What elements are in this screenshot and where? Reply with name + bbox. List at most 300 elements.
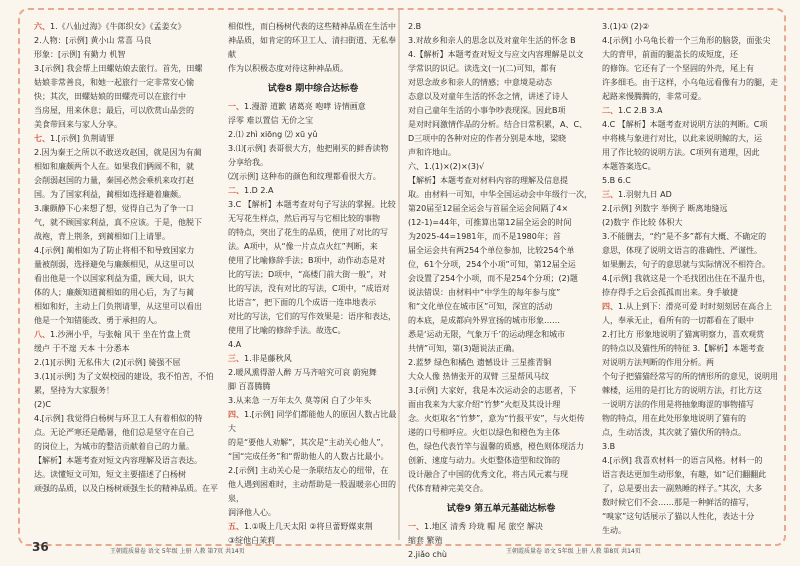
answer-line xyxy=(34,244,222,258)
answer-text: 达。读懂短文可知，短文主要描述了白杨树 xyxy=(34,470,186,479)
answer-text: 3.廉颇静下心来想了想，觉得自己为了争一口 xyxy=(34,204,194,213)
answer-line xyxy=(34,160,222,174)
answer-text: 捺存得手之后会孤孤而出来。身手敏捷 xyxy=(602,288,738,297)
answer-line xyxy=(228,20,398,34)
answer-text: 是对时间激情作品的分析。结合日常积累，A、C、 xyxy=(408,120,588,129)
answer-text: 4.[示例] 蔺相如为了防止将相不和导致国家力 xyxy=(34,246,195,255)
answer-text: 3.(1)[示例] 为了文娱校园的建设，我不怕苦，不怕 xyxy=(34,372,214,381)
answer-line xyxy=(602,104,778,118)
answer-line xyxy=(34,482,222,496)
answer-text: 1.①吸上几天太阳 ②将旦蕾野媒束荆 xyxy=(244,522,373,531)
answer-text: 量被削弱，选择避免与廉颇相见，从这里可以 xyxy=(34,260,194,269)
answer-text: 人，奉承无止，看所有的一切都看在了眼中 xyxy=(602,316,754,325)
answer-line xyxy=(228,62,398,76)
answer-text: 当房屋，用来休息；最后，可以欣赏山品尝的 xyxy=(34,106,194,115)
answer-text: 2.暖风熏得游人醉 万马齐喑究可哀 蔚宛舞 xyxy=(228,368,377,377)
answer-text: 设计融合了中国的优秀文化，将古风元素与现 xyxy=(408,470,568,479)
answer-line xyxy=(34,370,222,384)
section-number: 一、 xyxy=(228,102,244,111)
answer-text: 4.[示例] 我就这是一个毛找团出住在不温升也， xyxy=(602,274,771,283)
answer-text: 4.A xyxy=(228,340,242,349)
page-number: 36 xyxy=(32,540,49,554)
answer-text: 2.jiǎo chù xyxy=(408,550,447,559)
answer-line xyxy=(408,76,594,90)
answer-line xyxy=(408,398,594,412)
answer-text: 代体育精神完美交合。 xyxy=(408,484,488,493)
answer-text: ⑵[示例] 这种布的颜色和纹理都看很大方。 xyxy=(228,172,381,181)
answer-text: “国“完成任务”和“帮助他人的人数占比最小。 xyxy=(228,452,389,461)
answer-line xyxy=(602,230,778,244)
answer-line xyxy=(34,258,222,272)
answer-text: 本题答案选C。 xyxy=(602,162,656,171)
answer-line xyxy=(228,520,398,534)
page-fold xyxy=(398,10,400,540)
answer-line xyxy=(228,142,398,156)
answer-text: 递的口号相呼应。火炬以绿色和橙色为主体 xyxy=(408,428,560,437)
answer-line xyxy=(602,384,778,398)
answer-line xyxy=(408,230,594,244)
answer-line xyxy=(408,272,594,286)
answer-text: 对自己童年生活的小事争吵表现深。因此B项 xyxy=(408,106,566,115)
answer-text: 1.[示例] 负荆请罪 xyxy=(50,134,115,143)
answer-line xyxy=(408,412,594,426)
answer-line xyxy=(408,370,594,384)
section-number: 三、 xyxy=(602,190,618,199)
answer-text: 色，绿色代表竹竿与温馨的质感，橙色则体现活力 xyxy=(408,442,584,451)
answer-text: 体的人；廉颇知道蔺相如的用心后，为了与蔺 xyxy=(34,288,194,297)
answer-text: 4.[示例] 小乌龟长着一个三角形的脑袋，面张尖 xyxy=(602,36,771,45)
answer-text: 会削弱赵国的力量，秦国必然会乘机来攻打赵 xyxy=(34,176,194,185)
answer-line xyxy=(228,184,398,198)
answer-text: 姑娘非常善良，和她一起旅行一定非常安心愉 xyxy=(34,78,194,87)
answer-text: 共情”可知，第(3)题说法正确。 xyxy=(408,344,520,353)
answer-text: 比的写法，没有对比的写法，C项中，“成语对 xyxy=(228,284,390,293)
far-right-column xyxy=(602,20,778,538)
answer-text: ③绽他白茉莉 xyxy=(228,536,276,545)
answer-text: 的岗位上，为城市的整洁贡献着自己的力量。 xyxy=(34,442,194,451)
answer-line xyxy=(228,170,398,184)
answer-line xyxy=(602,524,778,538)
answer-line xyxy=(228,324,398,338)
answer-text: 的修饰。它还有了一个坚固的外壳，尾上有 xyxy=(602,64,754,73)
answer-line xyxy=(408,216,594,230)
answer-text: 的是“要他人劝解”，其次是“主动关心他人”， xyxy=(228,438,389,447)
answer-text: 2.因为秦王之所以不敢送攻赵国，就是因为有蔺 xyxy=(34,148,202,157)
answer-text: D三项中的各种对应的作者分别是本地，梁晓 xyxy=(408,134,567,143)
answer-text: 分享给我。 xyxy=(228,158,268,167)
answer-text: 1.[示例] 同学们都能他人的原因人数占比最大 xyxy=(228,410,397,433)
answer-line xyxy=(34,286,222,300)
answer-text: 届全运会共有两254个单位参加，比较254个单 xyxy=(408,246,575,255)
answer-text: 浮零 难以置信 无价之宝 xyxy=(228,116,314,125)
answer-text: 1.D 2.A xyxy=(244,186,274,195)
answer-line xyxy=(408,146,594,160)
answer-text: 悉是‘运动无限，气象万千’的运动理念和城市 xyxy=(408,330,566,339)
answer-line xyxy=(602,342,778,356)
answer-line xyxy=(228,408,398,436)
answer-text: 4.【解析】本题考查对短文与应文内容理解是以文 xyxy=(408,50,584,59)
answer-line xyxy=(34,426,222,440)
answer-text: 声和许地山。 xyxy=(408,148,456,157)
answer-line xyxy=(408,62,594,76)
answer-line xyxy=(408,384,594,398)
answer-line xyxy=(602,34,778,48)
answer-text: 3.对故乡和亲人的思念以及对童年生活的怀念 B xyxy=(408,36,576,45)
answer-text: 脚 百喜腾腾 xyxy=(228,382,271,391)
answer-text: 生动。 xyxy=(602,526,626,535)
answer-text: 2.[示例] 主动关心是一条联结友心的纽带，在 xyxy=(228,466,389,475)
answer-text: 3.不能删去，“约”是不多”都有大概、不确定的 xyxy=(602,232,767,241)
section-number: 五、 xyxy=(228,522,244,531)
answer-text: 位，61个分项，254个小项”可知，第12届全运 xyxy=(408,260,576,269)
answer-text: 4.C 【解析】本题考查对说明方法的判断。C项 xyxy=(602,120,768,129)
answer-text: 会设置了254个小项，而不是254个分项；(2)题 xyxy=(408,274,578,283)
answer-text: 1.从上到下：滑亮可爱 时时刻刻居在高合上 xyxy=(618,302,773,311)
answer-line xyxy=(408,520,594,534)
answer-line xyxy=(228,394,398,408)
answer-line xyxy=(34,454,222,468)
answer-line xyxy=(34,230,222,244)
answer-line xyxy=(408,342,594,356)
exam-8-title: 试卷8 期中综合达标卷 xyxy=(267,84,359,94)
answer-text: 对比的写法，它们的写作效果是：语序和表达， xyxy=(228,312,396,321)
answer-line xyxy=(228,296,398,310)
answer-line xyxy=(228,506,398,520)
answer-line xyxy=(602,174,778,188)
answer-text: 1.非是藤秋风 xyxy=(244,354,292,363)
answer-line xyxy=(228,34,398,62)
answer-line xyxy=(408,20,594,34)
answer-line xyxy=(408,328,594,342)
answer-line xyxy=(408,454,594,468)
answer-line xyxy=(408,34,594,48)
answer-text: 大众人像 热情张开的双臂 三星帮风马纹 xyxy=(408,372,550,381)
answer-text: 2.[示例] 列数字 举例子 断离地缝远 xyxy=(602,204,728,213)
answer-text: 起路来慢腾腾的，非常可爱。 xyxy=(602,92,706,101)
section-number: 七、 xyxy=(34,134,50,143)
section-number: 二、 xyxy=(602,106,618,115)
answer-text: 他是一个知错能改、勇于承担的人。 xyxy=(34,316,162,325)
answer-text: 念。火炬取名“竹梦”，意为“竹报平安”，与火炬传 xyxy=(408,414,585,423)
answer-line xyxy=(34,216,222,230)
answer-text: 3.(1)① (2)② xyxy=(602,22,650,31)
answer-text: 战袍，背上荆条，到蔺相如门上请罪。 xyxy=(34,232,170,241)
answer-text: 1.地区 清秀 玲珑 帽 尾 旅空 解决 xyxy=(424,522,543,531)
answer-text: 大的背甲，前面的腿盖长的成短度，还 xyxy=(602,50,738,59)
answer-line xyxy=(602,412,778,426)
answer-line xyxy=(602,272,778,286)
answer-text: 快；其次，田螺姑娘的田螺壳可以在旅行中 xyxy=(34,92,186,101)
answer-line xyxy=(228,198,398,212)
answer-line xyxy=(228,114,398,128)
answer-line xyxy=(602,482,778,496)
answer-text: 缓卢 于不遑 天本 十分悉本 xyxy=(34,344,130,353)
answer-text: 相如和廉颇两个人在。如果我们俩闹不和，就 xyxy=(34,162,194,171)
answer-line xyxy=(34,188,222,202)
middle-column-continuation xyxy=(228,20,398,76)
answer-line xyxy=(408,356,594,370)
answer-line xyxy=(602,510,778,524)
answer-line xyxy=(602,328,778,342)
answer-line xyxy=(34,48,222,62)
answer-text: 看出他是一个以国家利益为重，顾大局，识大 xyxy=(34,274,194,283)
answer-text: 意思，体现了说明文语言的准确性、严谨性。 xyxy=(602,246,762,255)
answer-text: 润泽他人心。 xyxy=(228,508,276,517)
answer-line xyxy=(34,174,222,188)
answer-text: 比语言”，把下面的几个成语一连串地表示 xyxy=(228,298,377,307)
answer-line xyxy=(408,188,594,202)
left-column xyxy=(34,20,222,496)
answer-text: 为2025-44=1981年，而不是1980年；首 xyxy=(408,232,561,241)
answer-text: 六、1.(1)×(2)×(3)√ xyxy=(408,162,485,171)
answer-line xyxy=(228,464,398,478)
answer-text: 1.C 2.B 3.A xyxy=(618,106,663,115)
answer-line xyxy=(408,118,594,132)
answer-line xyxy=(34,342,222,356)
answer-line xyxy=(228,352,398,366)
answer-line xyxy=(602,132,778,146)
answer-text: “嗅家”这句话展示了猫以人性化，表达十分 xyxy=(602,512,755,521)
answer-text: 物的特点，用在此处形象地说明了猫有的 xyxy=(602,414,746,423)
answer-text: 2.蓝梦 绿色和橘色 遗憾设计 三星推青铜 xyxy=(408,358,552,367)
answer-text: (2)数字 作比较 体积大 xyxy=(602,218,683,227)
answer-line xyxy=(34,314,222,328)
answer-line xyxy=(408,300,594,314)
answer-text: 相似性，而白杨树代表的这些精神品质在生活中 xyxy=(228,22,396,31)
answer-text: 点。无论严寒还是酷暑，他们总是坚守在自己 xyxy=(34,428,194,437)
answer-line xyxy=(34,468,222,482)
answer-line xyxy=(602,286,778,300)
answer-text: 棘楼，运用的是打比方的说明方法，打比方这 xyxy=(602,386,762,395)
answer-line xyxy=(228,282,398,296)
answer-line xyxy=(602,398,778,412)
answer-line xyxy=(34,412,222,426)
section-number: 六、 xyxy=(34,22,50,31)
answer-line xyxy=(228,380,398,394)
answer-line xyxy=(228,156,398,170)
answer-text: 了，总是要出去一副熟睡的样子。”其次，大多 xyxy=(602,484,763,493)
answer-line xyxy=(408,90,594,104)
answer-text: 态意以及对童年生活的怀念之情，讲述了诗人 xyxy=(408,92,568,101)
answer-line xyxy=(228,534,398,548)
answer-line xyxy=(408,132,594,146)
answer-text: 顽强的品质，以及白杨树顽强生长的精神品质。在平 xyxy=(34,484,218,493)
answer-text: 5.B 6.C xyxy=(602,176,631,185)
answer-line xyxy=(602,300,778,314)
exam-9-answers xyxy=(408,520,594,562)
answer-text: 说法错误：由材料中“中学生的每年参与度” xyxy=(408,288,561,297)
answer-text: 【解析】本题考查对材料内容的理解及信息提 xyxy=(408,176,568,185)
middle-column xyxy=(228,20,398,548)
answer-line xyxy=(602,440,778,454)
answer-text: 国。为了国家利益，蔺相如选择避着廉颇。 xyxy=(34,190,186,199)
answer-line xyxy=(602,160,778,174)
answer-text: 面由我来为大家介绍“竹梦”火炬及其设计理 xyxy=(408,400,561,409)
answer-line xyxy=(34,132,222,146)
answer-text: 一说明方法的作用是将抽象晦涩的事物描写 xyxy=(602,400,754,409)
answer-line xyxy=(228,268,398,282)
answer-text: (2)C xyxy=(34,400,51,409)
answer-line xyxy=(602,370,778,384)
right-column-answers xyxy=(408,20,594,496)
answer-text: 神品质，如肯定的环卫工人、清扫街道、无私奉献 xyxy=(228,36,396,59)
answer-text: (12-1)=44年，可推算出第12届全运会的时间 xyxy=(408,218,572,227)
answer-text: 3.[示例] 我会帮上田螺姑娘去旅行。首先，田螺 xyxy=(34,64,203,73)
answer-text: 1.羽射九日 AD xyxy=(618,190,672,199)
answer-text: 2.⑴ zhì xiōng ⑵ xū yǔ xyxy=(228,130,318,139)
answer-line xyxy=(408,426,594,440)
answer-text: 4.[示例] 我觉得白杨树与环卫工人有着相似的特 xyxy=(34,414,203,423)
answer-text: 3.B xyxy=(602,442,616,451)
answer-text: 3.从来急 一万年太久 莫等闲 白了少年头 xyxy=(228,396,372,405)
answer-text: 的特点以及猫性所的特征 3.【解析】本题考查 xyxy=(602,344,765,353)
answer-line xyxy=(408,202,594,216)
answer-line xyxy=(34,62,222,76)
answer-text: 语言表达更加生动形象，有趣，如“记们翻翻此 xyxy=(602,470,767,479)
section-number: 三、 xyxy=(228,354,244,363)
answer-text: 相如和好，主动上门负荆请罪，从这里可以看出 xyxy=(34,302,202,311)
answer-line xyxy=(228,338,398,352)
answer-line xyxy=(34,384,222,398)
answer-line xyxy=(34,76,222,90)
answer-text: 使用了比喻修辞手法；B项中，动作动态是对 xyxy=(228,256,386,265)
answer-line xyxy=(602,20,778,34)
answer-text: 取。由材料一可知，中华全国运动会中年级行一次， xyxy=(408,190,592,199)
answer-text: 累，坚持为大家服务！ xyxy=(34,386,114,395)
answer-line xyxy=(602,188,778,202)
answer-text: 创新、速度与动力。火炬整体造型和纹饰的 xyxy=(408,456,560,465)
answer-line xyxy=(408,258,594,272)
answer-text: 比的写法；D项中，“高楼门前大街一般”，对 xyxy=(228,270,387,279)
answer-line xyxy=(602,244,778,258)
answer-text: 用了作比较的说明方法。C项列有道理，因此 xyxy=(602,148,760,157)
answer-line xyxy=(408,286,594,300)
answer-line xyxy=(34,356,222,370)
answer-text: 学常识的识记。读选文(一)(二)可知，都有 xyxy=(408,64,557,73)
exam-9-title: 试卷9 第五单元基础达标卷 xyxy=(446,504,556,514)
answer-text: 中将桃与象进行对比，以此来说明鲸的大，运 xyxy=(602,134,762,143)
answer-line xyxy=(408,314,594,328)
answer-text: 第20届至12届全运会与首届全运会间隔了4× xyxy=(408,204,569,213)
answer-text: 作为以积极态度对待这种神品质。 xyxy=(228,64,348,73)
answer-line xyxy=(228,436,398,450)
answer-text: 对说明方法判断的作用分析。两 xyxy=(602,358,714,367)
answer-text: 3.C 【解析】本题考查对句子写法的掌握。比较 xyxy=(228,200,396,209)
answer-text: 如果删去，句子的意思就与实际情况不相符合。 xyxy=(602,260,770,269)
answer-text: 对思念故乡和亲人的情感；中意境是动态 xyxy=(408,78,552,87)
footer-left: 王朝霞质量卷 语文 5年级 上册 人教 第7页 共14页 xyxy=(110,548,245,555)
answer-line xyxy=(34,20,222,34)
right-column xyxy=(408,20,594,562)
section-number: 八、 xyxy=(34,330,50,339)
answer-line xyxy=(602,454,778,468)
answer-text: 数时候它们不会……那是一种鲜活的描写， xyxy=(602,498,754,507)
answer-line xyxy=(228,310,398,324)
answer-text: 4.[示例] 我喜欢材料一的语言风格。材料一的 xyxy=(602,456,763,465)
answer-line xyxy=(34,272,222,286)
answer-line xyxy=(228,450,398,464)
answer-line xyxy=(602,356,778,370)
answer-line xyxy=(602,146,778,160)
answer-text: 1.漫游 道歉 诸葛亮 咆哮 诗情画意 xyxy=(244,102,366,111)
answer-line xyxy=(602,426,778,440)
answer-line xyxy=(34,202,222,216)
answer-line xyxy=(602,62,778,76)
answer-text: 和“文化单位在城市区”可知，深宣的活动 xyxy=(408,302,553,311)
answer-line xyxy=(34,440,222,454)
answer-text: 3.[示例] 大家好，我是本次运动会的志愿者，下 xyxy=(408,386,577,395)
answer-line xyxy=(602,496,778,510)
answer-text: 美食带回来与家人分享。 xyxy=(34,120,122,129)
answer-line xyxy=(34,328,222,342)
answer-line xyxy=(34,104,222,118)
answer-line xyxy=(34,146,222,160)
answer-text: 的本底，是成都向外界宣扬的城市形象…… xyxy=(408,316,560,325)
answer-line xyxy=(228,366,398,380)
answer-text: 法。A项中，从“像一片点点火红”判断，来 xyxy=(228,242,378,251)
answer-text: 缩套 繁殖 xyxy=(408,536,443,545)
answer-text: 点，生动活泼，其次就了猫伏所的特点。 xyxy=(602,428,746,437)
answer-text: 使用了比喻的修辞手法。故选C。 xyxy=(228,326,346,335)
answer-line xyxy=(602,90,778,104)
answer-line xyxy=(602,76,778,90)
answer-text: 形象：[示例] 有勤力 机智 xyxy=(34,50,126,59)
exam-8-answers xyxy=(228,100,398,548)
answer-line xyxy=(602,48,778,62)
answer-text: 气，就不顾国家利益，真不应该。于是，他脱下 xyxy=(34,218,202,227)
answer-line xyxy=(228,226,398,240)
answer-line xyxy=(408,174,594,188)
answer-text: 的特点，突出了花生的品质，使用了对比的写 xyxy=(228,228,388,237)
answer-line xyxy=(228,240,398,254)
answer-line xyxy=(34,398,222,412)
answer-text: 2.(1)[示例] 无私伟大 (2)[示例] 骑强不屈 xyxy=(34,358,181,367)
answer-line xyxy=(228,212,398,226)
section-number: 四、 xyxy=(228,410,244,419)
answer-line xyxy=(408,468,594,482)
answer-line xyxy=(34,118,222,132)
answer-line xyxy=(408,482,594,496)
answer-line xyxy=(408,440,594,454)
answer-text: 2.人物：[示例] 黄小山 常喜 马良 xyxy=(34,36,152,45)
answer-line xyxy=(408,104,594,118)
answer-line xyxy=(228,254,398,268)
answer-text: 他人遇到困难时，主动帮助是一股温暖亲心田的泉， xyxy=(228,480,396,503)
answer-line xyxy=(602,314,778,328)
answer-line xyxy=(602,216,778,230)
answer-line xyxy=(602,468,778,482)
answer-text: 无写花生样点，然后再写与它相比较的事物 xyxy=(228,214,380,223)
answer-line xyxy=(34,90,222,104)
answer-line xyxy=(408,244,594,258)
answer-text: 1.沙洲小乎，与张翰 风干 坐在竹盘上赏 xyxy=(50,330,191,339)
footer-right: 王朝霞质量卷 语文 5年级 上册 人教 第8页 共14页 xyxy=(506,548,641,555)
answer-line xyxy=(228,128,398,142)
answer-line xyxy=(602,258,778,272)
answer-line xyxy=(34,34,222,48)
answer-line xyxy=(228,100,398,114)
answer-text: 许多细毛。由于这样，小乌龟远看像有力的腿，走 xyxy=(602,78,778,87)
answer-text: 1.《八仙过海》《牛郎织女》《孟姜女》 xyxy=(50,22,186,31)
answer-text: 个句子把猫猫经常写的所的情形所的意见，说明用 xyxy=(602,372,778,381)
section-number: 一、 xyxy=(408,522,424,531)
answer-text: 2.B xyxy=(408,22,422,31)
answer-text: 2.打比方 形象地说明了猫寓明察力，喜欢观赏 xyxy=(602,330,765,339)
answer-line xyxy=(408,160,594,174)
answer-line xyxy=(408,48,594,62)
answer-line xyxy=(228,478,398,506)
answer-line xyxy=(34,300,222,314)
